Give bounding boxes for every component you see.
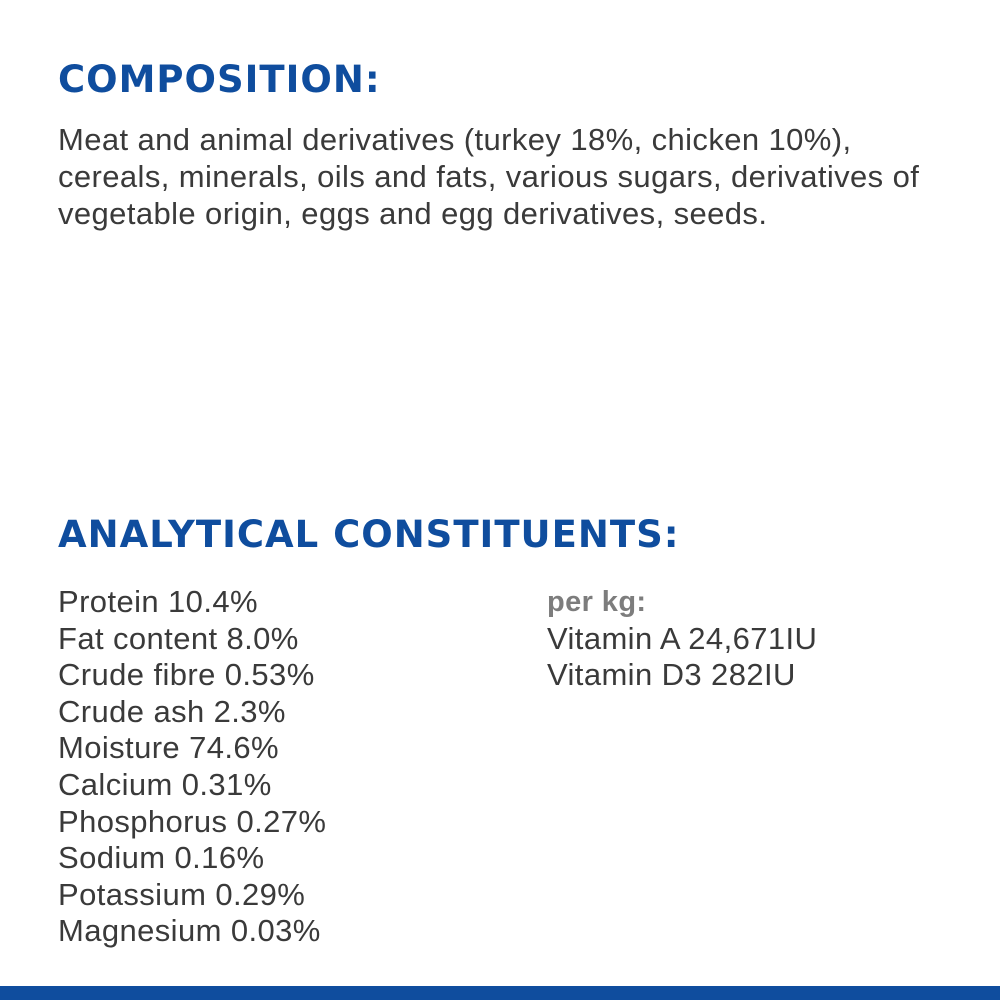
vitamin-item: Vitamin A 24,671IU xyxy=(547,620,818,656)
constituent-item: Potassium 0.29% xyxy=(58,876,306,912)
constituent-item: Sodium 0.16% xyxy=(58,840,265,876)
constituents-list xyxy=(58,584,326,950)
constituent-item: Crude fibre 0.53% xyxy=(58,657,315,693)
composition-text: Meat and animal derivatives (turkey 18%, chicken 10%), cereals, minerals, oils and fats, various sugars, derivatives of vegetable origin, eggs and egg derivatives, seeds. xyxy=(58,122,920,231)
analytical-constituents-heading: ANALYTICAL CONSTITUENTS: xyxy=(58,513,680,556)
constituent-item: Phosphorus 0.27% xyxy=(58,803,327,839)
constituent-item: Moisture 74.6% xyxy=(58,730,279,766)
constituent-item: Crude ash 2.3% xyxy=(58,693,286,729)
constituent-item: Protein 10.4% xyxy=(58,584,258,619)
per-kg-label: per kg: xyxy=(547,586,647,618)
composition-heading: COMPOSITION: xyxy=(58,58,381,101)
constituent-item: Magnesium 0.03% xyxy=(58,913,321,949)
vitamin-item: Vitamin D3 282IU xyxy=(547,657,796,693)
vitamins-block xyxy=(547,584,817,694)
vitamins-list xyxy=(547,621,817,694)
bottom-brand-bar xyxy=(0,986,1000,1000)
constituent-item: Calcium 0.31% xyxy=(58,766,272,802)
constituent-item: Fat content 8.0% xyxy=(58,620,299,656)
